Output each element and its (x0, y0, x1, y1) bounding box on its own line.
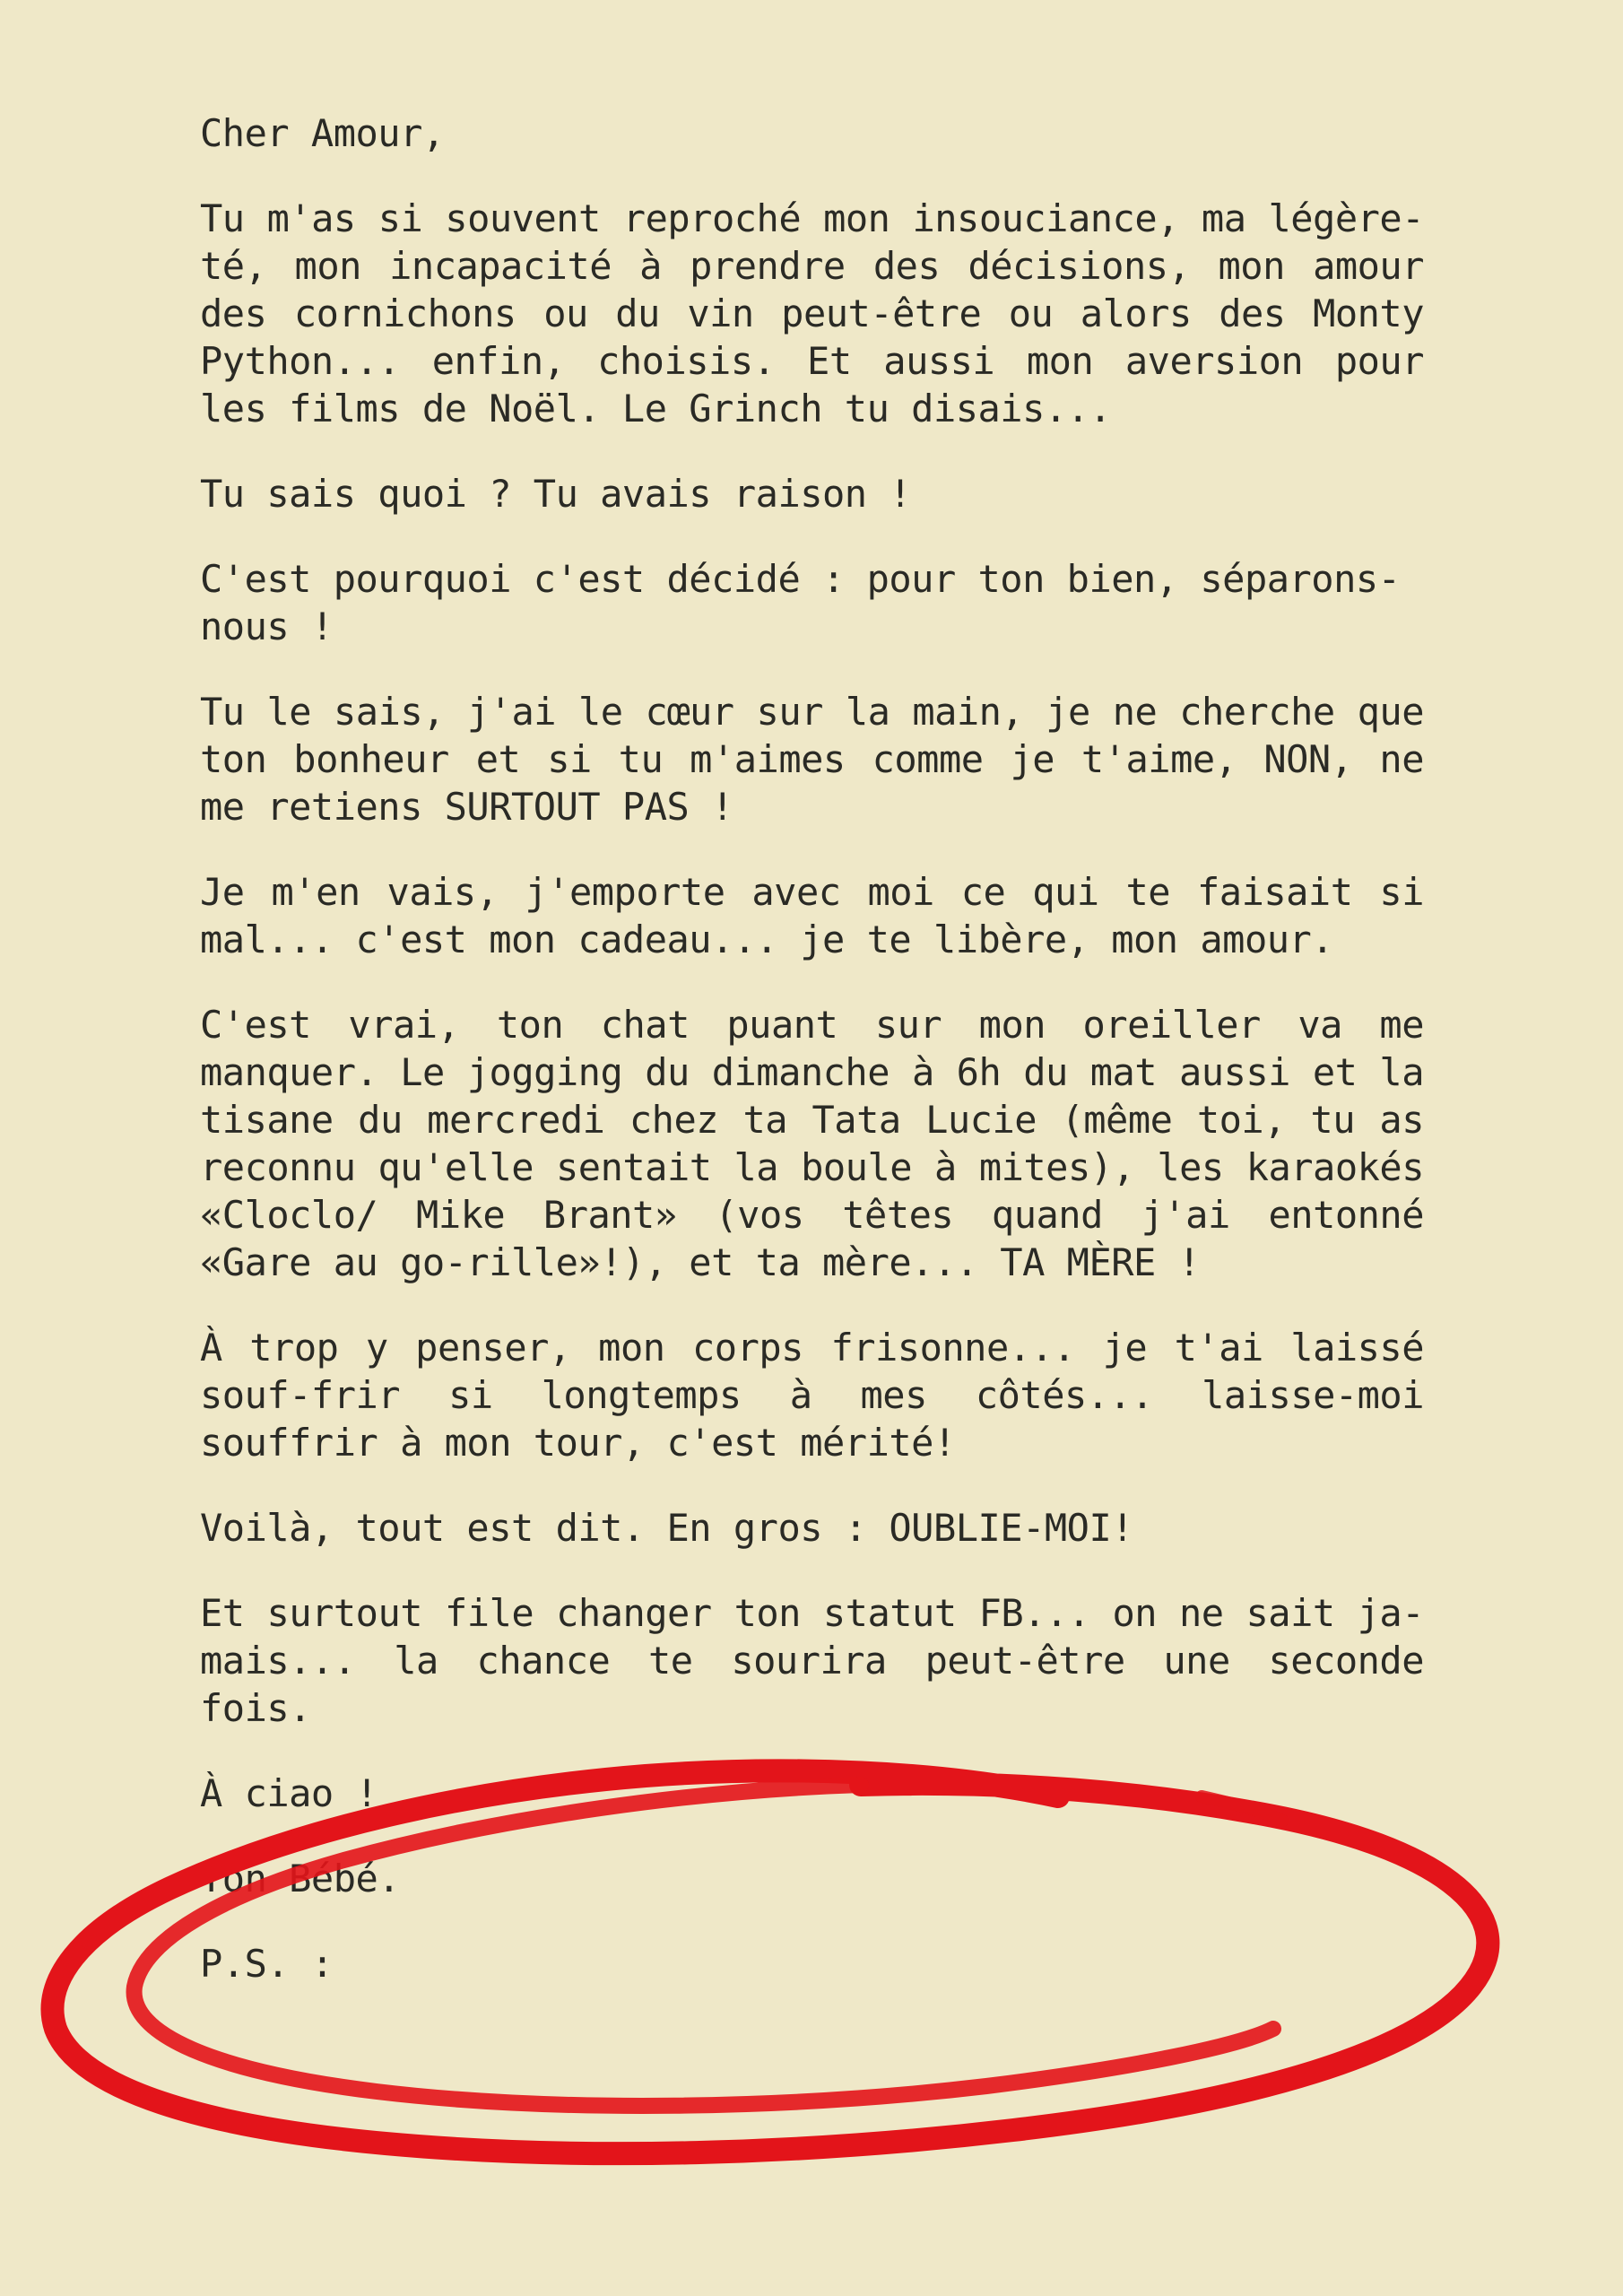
paragraph-ciao: À ciao ! (200, 1771, 378, 1815)
paragraph-reproches: Tu m'as si souvent reproché mon insouciance, ma légère-té, mon incapacité à prendre des décisions, mon amour des cornichons ou du vin peut-être ou alors des Monty Python... enfin, choisis. Et aussi mon aversion pour les films de Noël. Le Grinch tu disais... (200, 196, 1424, 430)
paragraph-raison: Tu sais quoi ? Tu avais raison ! (200, 472, 912, 516)
greeting: Cher Amour, (200, 111, 445, 155)
paragraph-souffrir: À trop y penser, mon corps frisonne... je t'ai laissé souf-frir si longtemps à mes côtés... laisse-moi souffrir à mon tour, c'est mérité! (200, 1326, 1424, 1465)
paragraph-souvenirs: C'est vrai, ton chat puant sur mon oreiller va me manquer. Le jogging du dimanche à 6h du mat aussi et la tisane du mercredi chez ta Tata Lucie (même toi, tu as reconnu qu'elle sentait la boule à mites), les karaokés «Cloclo/ Mike Brant» (vos têtes quand j'ai entonné «Gare au go-rille»!), et ta mère... TA MÈRE ! (200, 1003, 1424, 1284)
paragraph-coeur: Tu le sais, j'ai le cœur sur la main, je ne cherche que ton bonheur et si tu m'aimes comme je t'aime, NON, ne me retiens SURTOUT PAS ! (200, 690, 1424, 829)
paragraph-decision: C'est pourquoi c'est décidé : pour ton bien, séparons-nous ! (200, 557, 1401, 648)
paragraph-oublie: Voilà, tout est dit. En gros : OUBLIE-MOI! (200, 1506, 1134, 1550)
paragraph-statut: Et surtout file changer ton statut FB... on ne sait ja-mais... la chance te sourira peut-être une seconde fois. (200, 1591, 1424, 1730)
signature: Ton Bébé. (200, 1857, 401, 1900)
postscript: P.S. : (200, 1942, 334, 1986)
letter-body (200, 109, 1424, 1902)
paragraph-depart: Je m'en vais, j'emporte avec moi ce qui te faisait si mal... c'est mon cadeau... je te libère, mon amour. (200, 870, 1424, 961)
